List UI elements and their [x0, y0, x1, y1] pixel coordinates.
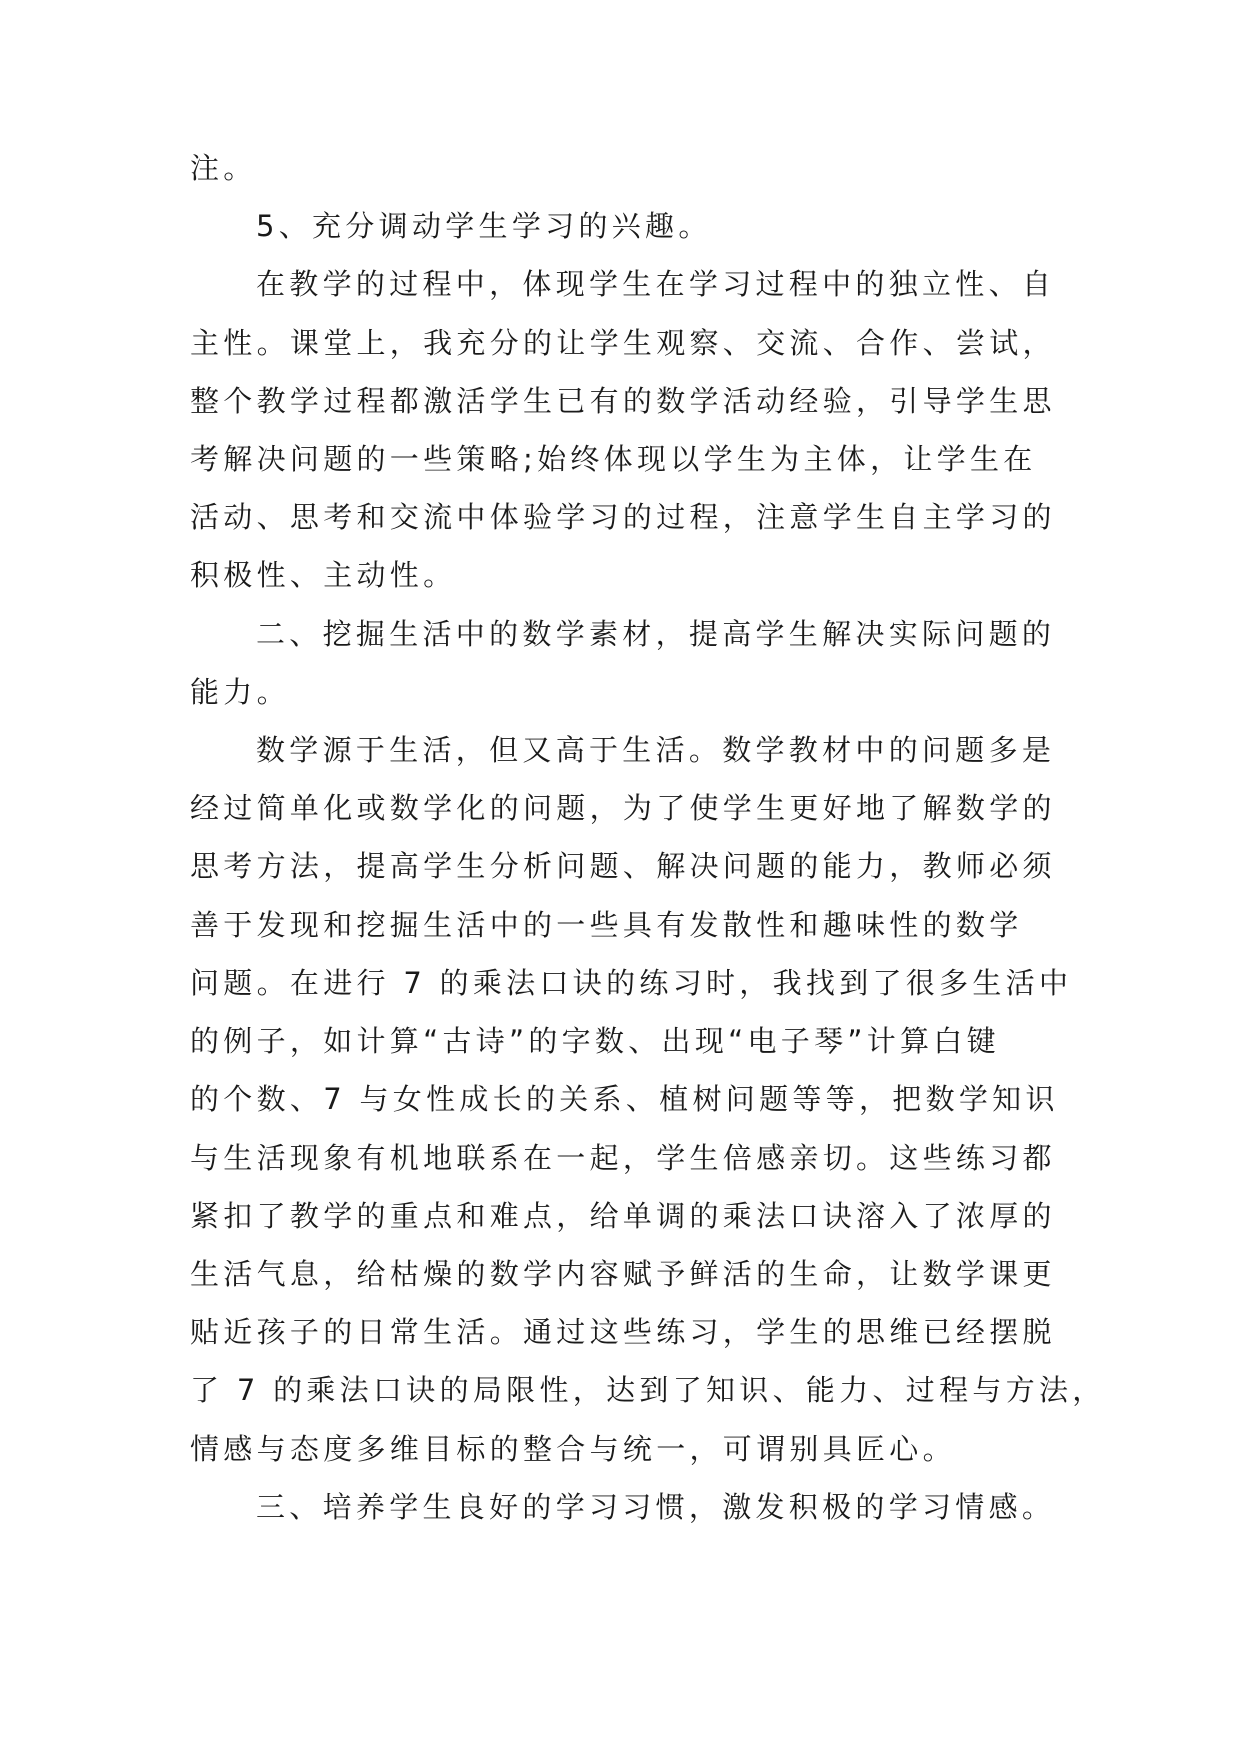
text-line: 紧扣了教学的重点和难点，给单调的乘法口诀溶入了浓厚的 [190, 1199, 1056, 1233]
text-line: 与生活现象有机地联系在一起，学生倍感亲切。这些练习都 [190, 1141, 1056, 1175]
text-line: 的个数、7 与女性成长的关系、植树问题等等，把数学知识 [190, 1082, 1059, 1116]
text-line: 活动、思考和交流中体验学习的过程，注意学生自主学习的 [190, 500, 1056, 534]
text-line: 贴近孩子的日常生活。通过这些练习，学生的思维已经摆脱 [190, 1315, 1056, 1349]
section-heading: 5、充分调动学生学习的兴趣。 [256, 209, 712, 243]
text-line: 在教学的过程中，体现学生在学习过程中的独立性、自 [256, 267, 1056, 301]
text-line: 经过简单化或数学化的问题，为了使学生更好地了解数学的 [190, 791, 1056, 825]
text-line: 思考方法，提高学生分析问题、解决问题的能力，教师必须 [190, 849, 1056, 883]
text-line: 考解决问题的一些策略;始终体现以学生为主体，让学生在 [190, 442, 1037, 476]
text-line: 情感与态度多维目标的整合与统一，可谓别具匠心。 [190, 1432, 956, 1466]
text-line: 生活气息，给枯燥的数学内容赋予鲜活的生命，让数学课更 [190, 1257, 1056, 1291]
text-line: 积极性、主动性。 [190, 558, 457, 592]
text-line: 了 7 的乘法口诀的局限性，达到了知识、能力、过程与方法， [190, 1373, 1106, 1407]
section-heading: 二、挖掘生活中的数学素材，提高学生解决实际问题的 [256, 617, 1056, 651]
text-line: 整个教学过程都激活学生已有的数学活动经验，引导学生思 [190, 384, 1056, 418]
text-line: 的例子，如计算“古诗”的字数、出现“电子琴”计算白键 [190, 1024, 1000, 1058]
text-line: 能力。 [190, 675, 290, 709]
text-line: 问题。在进行 7 的乘法口诀的练习时，我找到了很多生活中 [190, 966, 1073, 1000]
text-line: 善于发现和挖掘生活中的一些具有发散性和趣味性的数学 [190, 908, 1023, 942]
text-line: 主性。课堂上，我充分的让学生观察、交流、合作、尝试， [190, 326, 1056, 360]
text-line: 数学源于生活，但又高于生活。数学教材中的问题多是 [256, 733, 1056, 767]
text-line: 注。 [190, 151, 257, 185]
section-heading: 三、培养学生良好的学习习惯，激发积极的学习情感。 [256, 1490, 1056, 1524]
